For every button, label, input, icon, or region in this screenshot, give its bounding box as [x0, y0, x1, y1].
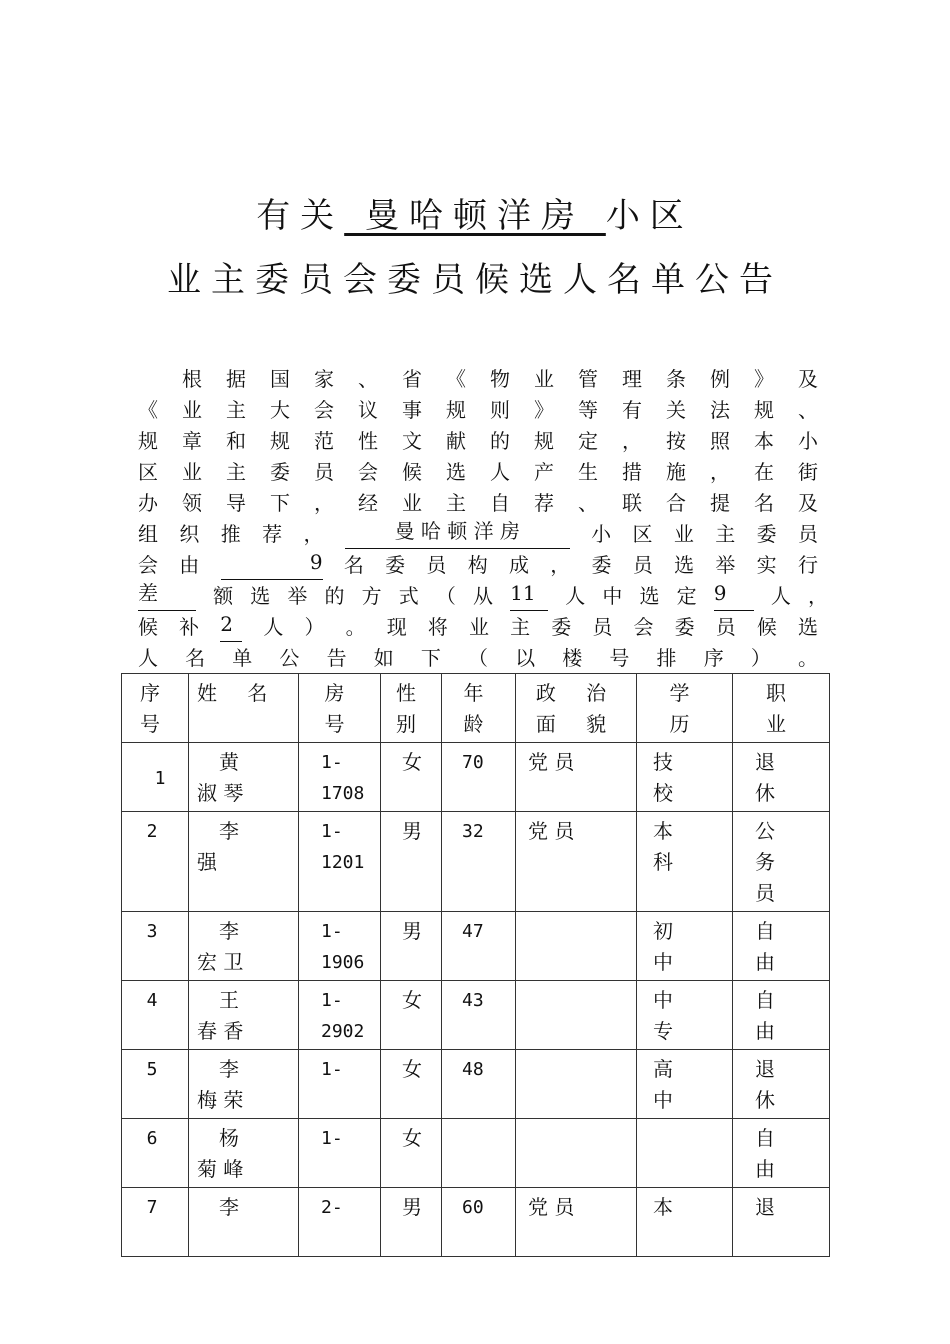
room-number: 1- 1708: [299, 743, 381, 812]
para-char: 中: [602, 584, 623, 608]
header-cell: 职 业: [733, 674, 830, 743]
para-char: 规: [534, 429, 554, 453]
para-char: 人: [565, 584, 586, 608]
table-row: [122, 981, 830, 1050]
para-char: 员: [426, 553, 447, 577]
para-char: 领: [182, 491, 202, 515]
header-cell: 政 治 面 貌: [516, 674, 637, 743]
table-row: [122, 1050, 830, 1119]
header-cell: 序 号: [122, 674, 189, 743]
selected-count: 9: [714, 581, 754, 611]
para-char: 成: [508, 553, 529, 577]
para-char: 《: [446, 367, 466, 391]
age: 48: [442, 1050, 516, 1119]
para-char: 法: [710, 398, 730, 422]
para-char: 选: [798, 615, 818, 639]
occupation: 自 由: [733, 981, 830, 1050]
para-char: 及: [798, 367, 818, 391]
para-char: 》: [754, 367, 774, 391]
para-char: 现: [386, 615, 407, 639]
header-cell: 性 别: [381, 674, 442, 743]
para-char: 将: [427, 615, 448, 639]
candidate-name: 杨 菊 峰: [189, 1119, 299, 1188]
para-char: 由: [179, 553, 200, 577]
occupation: 退: [733, 1188, 830, 1257]
paragraph-line: [138, 364, 818, 394]
para-char: 。: [797, 646, 818, 670]
education: 本 科: [637, 812, 733, 912]
room-number: 1- 1906: [299, 912, 381, 981]
member-count: 9: [221, 550, 323, 580]
para-char: 荐: [262, 522, 283, 546]
para-char: 生: [578, 460, 598, 484]
candidate-name: 李: [189, 1188, 299, 1257]
political-status: [516, 981, 637, 1050]
para-char: 举: [287, 584, 308, 608]
table-row: [122, 1188, 830, 1257]
para-char: 据: [226, 367, 246, 391]
row-number: 1: [122, 743, 189, 812]
para-char: ）: [750, 646, 771, 670]
education: 本: [637, 1188, 733, 1257]
gender: 男: [381, 912, 442, 981]
para-char: 委: [674, 615, 695, 639]
para-char: （: [435, 584, 456, 608]
community-name-inline: 曼 哈 顿 洋 房: [345, 519, 570, 549]
para-char: ，: [808, 584, 828, 608]
para-char: 员: [797, 522, 818, 546]
age: [442, 1119, 516, 1188]
para-char: 会: [314, 398, 334, 422]
para-char: 、: [798, 398, 818, 422]
para-char: 等: [578, 398, 598, 422]
para-char: 产: [534, 460, 554, 484]
para-char: 名: [754, 491, 774, 515]
para-char: 业: [182, 398, 202, 422]
paragraph-line: [138, 457, 818, 487]
paragraph-line: [138, 550, 818, 580]
para-char: 委: [591, 553, 612, 577]
para-char: 额: [213, 584, 234, 608]
political-status: 党 员: [516, 743, 637, 812]
political-status: 党 员: [516, 812, 637, 912]
paragraph-line: [138, 488, 818, 518]
para-char: 关: [666, 398, 686, 422]
para-char: 按: [666, 429, 686, 453]
para-char: 、: [578, 491, 598, 515]
para-char: 家: [314, 367, 334, 391]
candidate-name: 李 宏 卫: [189, 912, 299, 981]
para-char: 式: [398, 584, 419, 608]
occupation: 自 由: [733, 912, 830, 981]
para-char: 下: [420, 646, 441, 670]
para-char: ）: [304, 615, 325, 639]
para-char: 国: [270, 367, 290, 391]
para-char: 下: [270, 491, 290, 515]
para-char: 候: [138, 615, 158, 639]
para-char: 名: [343, 553, 364, 577]
occupation: 自 由: [733, 1119, 830, 1188]
title-prefix: 有关: [256, 196, 345, 236]
para-char: 大: [270, 398, 290, 422]
gender: 女: [381, 981, 442, 1050]
para-char: 则: [490, 398, 510, 422]
education: [637, 1119, 733, 1188]
para-char: 献: [446, 429, 466, 453]
header-cell: 姓 名: [189, 674, 299, 743]
room-number: 1- 1201: [299, 812, 381, 912]
political-status: [516, 1119, 637, 1188]
para-char: 候: [402, 460, 422, 484]
occupation: 公 务 员: [733, 812, 830, 912]
para-char: 定: [578, 429, 598, 453]
education: 高 中: [637, 1050, 733, 1119]
para-char: 方: [361, 584, 382, 608]
para-char: 导: [226, 491, 246, 515]
para-char: 业: [402, 491, 422, 515]
para-char: 选: [446, 460, 466, 484]
para-char: 范: [314, 429, 334, 453]
row-number: 2: [122, 812, 189, 912]
para-char: 选: [639, 584, 660, 608]
para-char: 有: [622, 398, 642, 422]
para-char: 楼: [562, 646, 583, 670]
row-number: 5: [122, 1050, 189, 1119]
para-char: 主: [226, 460, 246, 484]
para-char: 及: [798, 491, 818, 515]
para-char: 选: [250, 584, 271, 608]
para-char: 名: [185, 646, 206, 670]
education: 技 校: [637, 743, 733, 812]
room-number: 1- 2902: [299, 981, 381, 1050]
table-row: [122, 1119, 830, 1188]
para-char: 委: [385, 553, 406, 577]
para-char: 理: [622, 367, 642, 391]
para-char: 性: [358, 429, 378, 453]
para-char: 业: [673, 522, 694, 546]
para-char: 文: [402, 429, 422, 453]
para-char: 规: [446, 398, 466, 422]
para-char: 事: [402, 398, 422, 422]
paragraph-line: [138, 581, 828, 611]
age: 47: [442, 912, 516, 981]
para-char: 业: [182, 460, 202, 484]
table-row: [122, 912, 830, 981]
paragraph-line: [138, 426, 818, 456]
political-status: 党 员: [516, 1188, 637, 1257]
para-char: 举: [715, 553, 736, 577]
para-char: 单: [232, 646, 253, 670]
age: 43: [442, 981, 516, 1050]
room-number: 2-: [299, 1188, 381, 1257]
para-char: （: [467, 646, 488, 670]
para-char: [138, 364, 158, 394]
para-char: 会: [633, 615, 654, 639]
para-char: 如: [373, 646, 394, 670]
para-char: 和: [226, 429, 246, 453]
para-char: 人: [770, 584, 791, 608]
para-char: 主: [510, 615, 531, 639]
row-number: 7: [122, 1188, 189, 1257]
occupation: 退 休: [733, 743, 830, 812]
para-char: 员: [715, 615, 736, 639]
gender: 女: [381, 1050, 442, 1119]
para-char: 联: [622, 491, 642, 515]
para-char: 告: [326, 646, 347, 670]
para-char: 的: [490, 429, 510, 453]
para-char: 小: [591, 522, 612, 546]
para-char: 主: [226, 398, 246, 422]
candidate-name: 王 春 香: [189, 981, 299, 1050]
education: 初 中: [637, 912, 733, 981]
differential-label: 差: [138, 581, 196, 611]
paragraph-line: [138, 395, 818, 425]
para-char: ，: [710, 460, 730, 484]
para-char: 施: [666, 460, 686, 484]
para-char: 人: [263, 615, 284, 639]
para-char: 实: [756, 553, 777, 577]
para-char: 议: [358, 398, 378, 422]
community-name: 曼哈顿洋房: [365, 196, 585, 236]
title-suffix: 小区: [605, 196, 694, 236]
candidate-name: 李 梅 荣: [189, 1050, 299, 1119]
para-char: 例: [710, 367, 730, 391]
para-char: 省: [402, 367, 422, 391]
para-char: 人: [490, 460, 510, 484]
para-char: 选: [674, 553, 695, 577]
title-line-1: [0, 188, 950, 237]
para-char: 织: [179, 522, 200, 546]
political-status: [516, 1050, 637, 1119]
political-status: [516, 912, 637, 981]
para-char: 》: [534, 398, 554, 422]
para-char: ，: [314, 491, 334, 515]
row-number: 4: [122, 981, 189, 1050]
para-char: 会: [358, 460, 378, 484]
para-char: 管: [578, 367, 598, 391]
para-char: 《: [138, 398, 158, 422]
para-char: 照: [710, 429, 730, 453]
para-char: 行: [797, 553, 818, 577]
para-char: 业: [469, 615, 489, 639]
para-char: 小: [798, 429, 818, 453]
para-char: 物: [490, 367, 510, 391]
gender: 男: [381, 812, 442, 912]
gender: 女: [381, 743, 442, 812]
gender: 男: [381, 1188, 442, 1257]
para-char: 荐: [534, 491, 554, 515]
para-char: 委: [756, 522, 777, 546]
age: 70: [442, 743, 516, 812]
gender: 女: [381, 1119, 442, 1188]
header-cell: 房 号: [299, 674, 381, 743]
header-cell: 年 龄: [442, 674, 516, 743]
table-row: [122, 812, 830, 912]
para-char: 组: [138, 522, 158, 546]
para-char: 主: [715, 522, 736, 546]
header-cell: 学 历: [637, 674, 733, 743]
candidate-table: [121, 673, 830, 1257]
para-char: 人: [138, 646, 158, 670]
row-number: 6: [122, 1119, 189, 1188]
para-char: 提: [710, 491, 730, 515]
para-char: 办: [138, 491, 158, 515]
paragraph-line: [138, 643, 818, 673]
table-row: [122, 743, 830, 812]
para-char: 措: [622, 460, 642, 484]
para-char: 区: [632, 522, 653, 546]
para-char: 候: [756, 615, 777, 639]
para-char: 街: [798, 460, 818, 484]
para-char: 规: [138, 429, 158, 453]
para-char: 从: [473, 584, 493, 608]
alternates-count: 2: [220, 612, 242, 642]
paragraph-line: [138, 612, 818, 642]
para-char: 构: [467, 553, 488, 577]
para-char: 本: [754, 429, 774, 453]
para-char: 业: [534, 367, 554, 391]
para-char: 的: [324, 584, 345, 608]
para-char: 委: [551, 615, 572, 639]
age: 60: [442, 1188, 516, 1257]
para-char: ，: [303, 522, 324, 546]
para-char: 、: [358, 367, 378, 391]
para-char: 根: [182, 367, 202, 391]
candidate-name: 李 强: [189, 812, 299, 912]
para-char: ，: [622, 429, 642, 453]
candidates-total: 11: [510, 581, 548, 611]
para-char: 公: [279, 646, 300, 670]
para-char: 规: [754, 398, 774, 422]
table-header-row: [122, 674, 830, 743]
para-char: 员: [592, 615, 613, 639]
paragraph-line: [138, 519, 818, 549]
candidate-name: 黄 淑 琴: [189, 743, 299, 812]
para-char: 委: [270, 460, 290, 484]
para-char: 员: [314, 460, 334, 484]
para-char: 会: [138, 553, 158, 577]
para-char: 在: [754, 460, 774, 484]
education: 中 专: [637, 981, 733, 1050]
occupation: 退 休: [733, 1050, 830, 1119]
para-char: 主: [446, 491, 466, 515]
para-char: 员: [632, 553, 653, 577]
para-char: 合: [666, 491, 686, 515]
para-char: 。: [345, 615, 366, 639]
room-number: 1-: [299, 1050, 381, 1119]
para-char: 条: [666, 367, 686, 391]
para-char: 定: [676, 584, 697, 608]
age: 32: [442, 812, 516, 912]
para-char: 以: [515, 646, 536, 670]
para-char: 区: [138, 460, 158, 484]
para-char: 补: [179, 615, 200, 639]
para-char: 经: [358, 491, 378, 515]
room-number: 1-: [299, 1119, 381, 1188]
title-line-2: 业主委员会委员候选人名单公告: [167, 260, 783, 300]
para-char: 自: [490, 491, 510, 515]
para-char: 章: [182, 429, 202, 453]
para-char: 规: [270, 429, 290, 453]
row-number: 3: [122, 912, 189, 981]
para-char: 排: [656, 646, 677, 670]
para-char: 号: [609, 646, 630, 670]
para-char: ，: [550, 553, 571, 577]
para-char: 序: [703, 646, 724, 670]
para-char: 推: [220, 522, 241, 546]
